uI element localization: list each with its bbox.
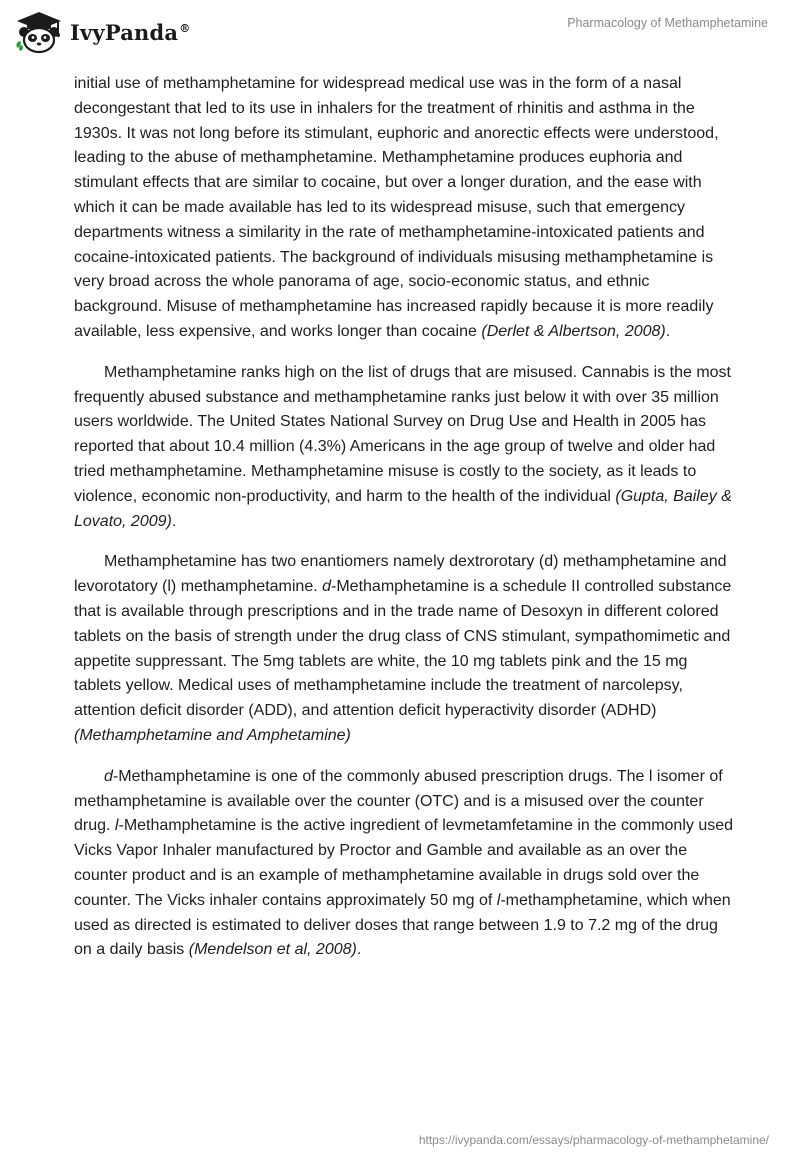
page-header — [0, 0, 800, 70]
source-url[interactable]: https://ivypanda.com/essays/pharmacology-of-methamphetamine/ — [418, 1133, 769, 1147]
citation: (Gupta, Bailey & Lovato, 2009) — [74, 487, 732, 530]
paragraph-4: d-Methamphetamine is one of the commonly abused prescription drugs. The l isomer of methamphetamine is available over the counter (OTC) and is a misused over the counter drug. l-Methamphetamine is the active ingredient of levmetamfetamine in the commonly used Vicks Vapor Inhaler manufactured by Proctor and Gamble and available as an over the counter product and is an example of methamphetamine available in drugs sold over the counter. The Vicks inhaler contains approximately 50 mg of l-methamphetamine, which when used as directed is estimated to deliver doses that range between 1.9 to 7.2 mg of the drug on a daily basis (Mendelson et al, 2008). — [74, 767, 734, 959]
paragraph-3: Methamphetamine has two enantiomers namely dextrorotary (d) methamphetamine and levorotatory (l) methamphetamine. d-Methamphetamine is a schedule II controlled substance that is available through prescriptions and in the trade name of Desoxyn in different colored tablets on the basis of strength under the drug class of CNS stimulant, sympathomimetic and appetite suppressant. The 5mg tablets are white, the 10 mg tablets pink and the 15 mg tablets yellow. Medical uses of methamphetamine include the treatment of narcolepsy, attention deficit disorder (ADD), and attention deficit hyperactivity disorder (ADHD) (Methamphetamine and Amphetamine) — [74, 553, 732, 744]
brand-name: IvyPanda® — [70, 19, 191, 45]
paragraph-1: initial use of methamphetamine for widespread medical use was in the form of a nasal decongestant that led to its use in inhalers for the treatment of rhinitis and asthma in the 1930s. It was not long before its stimulant, euphoric and anorectic effects were understood, leading to the abuse of methamphetamine. Methamphetamine produces euphoria and stimulant effects that are similar to cocaine, but over a longer duration, and the ease with which it can be made available has led to its widespread misuse, such that emergency departments witness a similarity in the rate of methamphetamine-intoxicated patients and cocaine-intoxicated patients. The background of individuals misusing methamphetamine is very broad across the whole panorama of age, socio-economic status, and ethnic background. Misuse of methamphetamine has increased rapidly because it is more readily available, less expensive, and works longer than cocaine (Derlet & Albertson, 2008). — [74, 75, 719, 340]
citation: (Mendelson et al, 2008) — [188, 941, 357, 959]
essay-body — [74, 72, 734, 979]
document-title: Pharmacology of Methamphetamine — [567, 16, 768, 30]
panda-graduate-icon — [14, 10, 64, 54]
brand-logo[interactable] — [14, 10, 190, 54]
citation: (Methamphetamine and Amphetamine) — [74, 726, 351, 744]
paragraph-2: Methamphetamine ranks high on the list of drugs that are misused. Cannabis is the most frequently abused substance and methamphetamine ranks just below it with over 35 million users worldwide. The United States National Survey on Drug Use and Health in 2005 has reported that about 10.4 million (4.3%) Americans in the age group of twelve and older had tried methamphetamine. Methamphetamine misuse is costly to the society, as it leads to violence, economic non-productivity, and harm to the health of the individual (Gupta, Bailey & Lovato, 2009). — [74, 363, 732, 530]
citation: (Derlet & Albertson, 2008) — [481, 322, 666, 340]
